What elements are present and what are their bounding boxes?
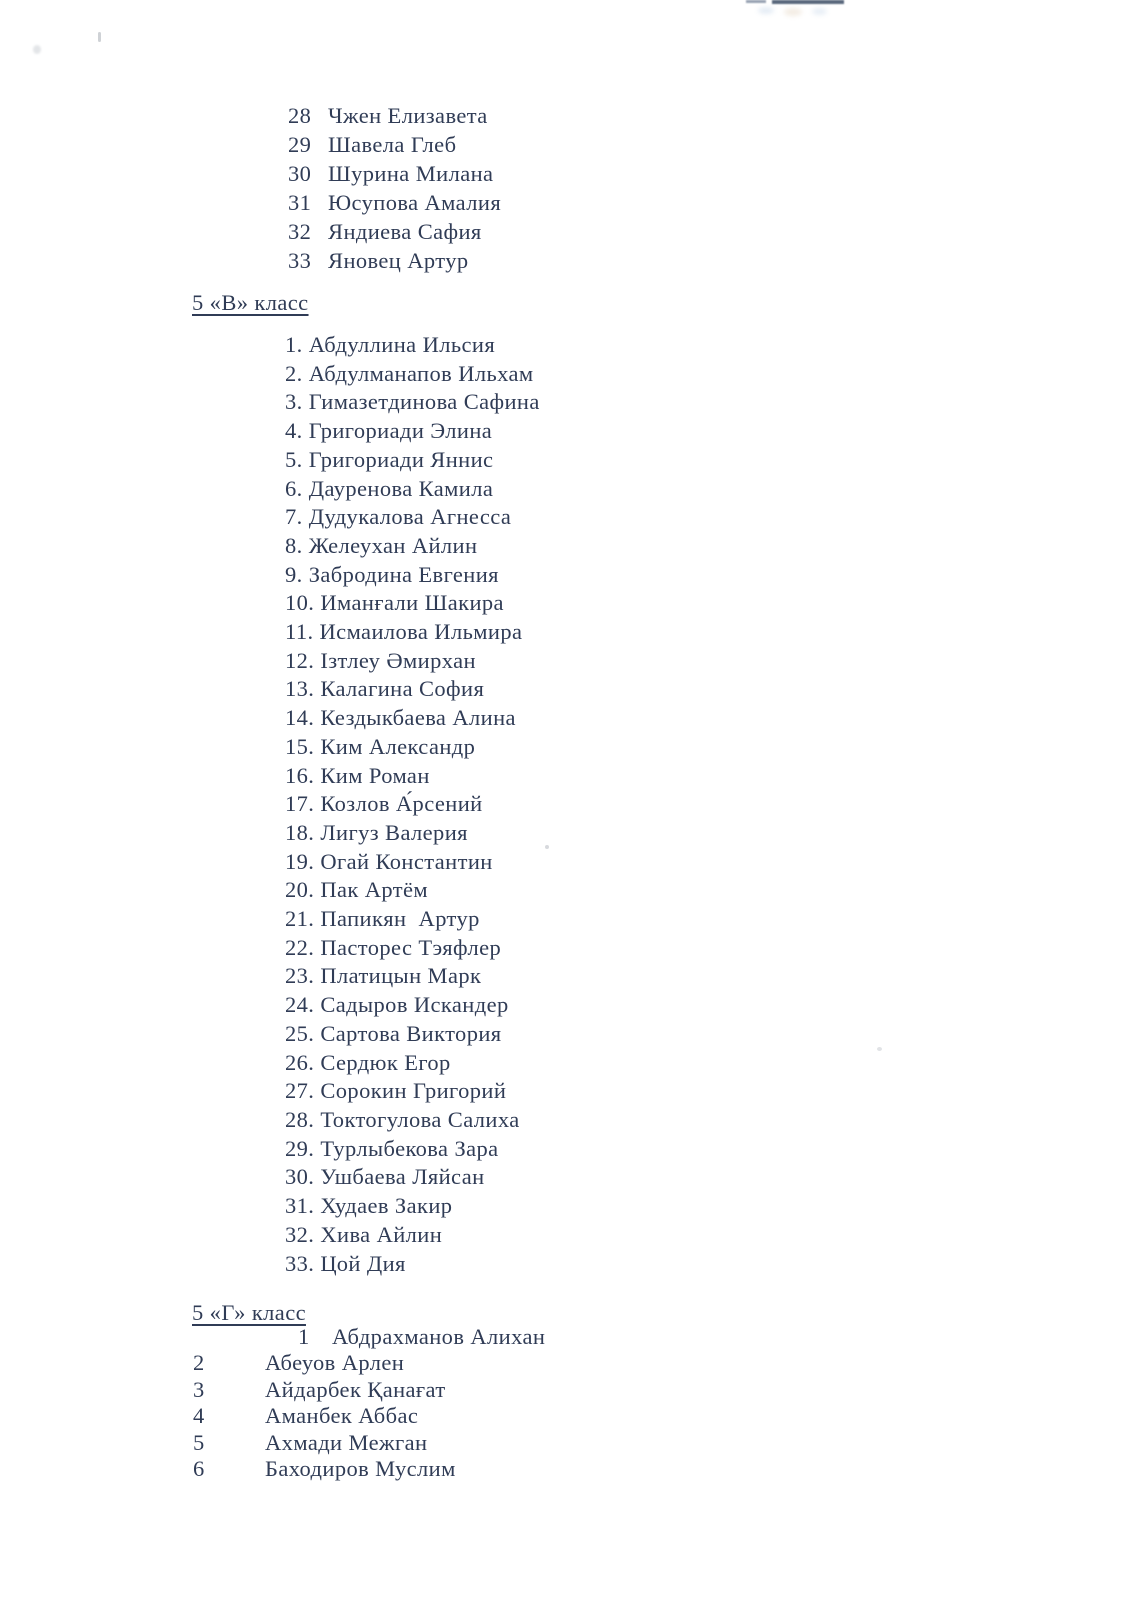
list-item (285, 618, 540, 647)
list-item-name: Хива Айлин (320, 1221, 443, 1247)
list-item-number: 24. (285, 992, 315, 1018)
list-item (288, 188, 501, 217)
list-item-name: Исмаилова Ильмира (319, 619, 523, 645)
list-item-number: 5 (193, 1429, 205, 1455)
list-item-name: Яндиева Сафия (328, 219, 482, 244)
list-item (193, 1403, 545, 1429)
list-item-name: Забродина Евгения (308, 561, 499, 587)
list-item-number: 30. (285, 1164, 315, 1190)
class-v-heading: 5 «В» класс (192, 290, 309, 315)
list-item-number: 13. (285, 676, 315, 702)
list-item-number: 18. (285, 819, 315, 845)
list-item-number: 8. (285, 532, 303, 558)
list-item-name: Айдарбек Қанағат (265, 1376, 446, 1402)
list-item-number: 28. (285, 1106, 315, 1132)
list-item (285, 675, 540, 704)
list-item-name: Юсупова Амалия (328, 190, 502, 215)
list-item-number: 32. (285, 1221, 315, 1247)
list-item-number: 33 (288, 248, 312, 273)
list-item-number: 1 (298, 1324, 310, 1349)
list-item-number: 6 (193, 1456, 205, 1482)
list-item (193, 1350, 545, 1376)
list-item-number: 30 (288, 161, 312, 186)
list-item-number: 28 (288, 103, 312, 128)
list-item-number: 12. (285, 647, 315, 673)
list-item-name: Баходиров Муслим (265, 1456, 456, 1482)
list-item (298, 1324, 545, 1350)
list-item-name: Желеухан Айлин (308, 532, 478, 558)
scan-artifact-top-edge (772, 0, 844, 4)
list-item-number: 6. (285, 475, 303, 501)
scan-smudge (784, 8, 802, 16)
list-item-number: 11. (285, 619, 314, 645)
list-item (285, 934, 540, 963)
list-item (193, 1430, 545, 1456)
list-item (193, 1377, 545, 1403)
list-item-name: Лигуз Валерия (320, 819, 468, 845)
list-item-name: Абдрахманов Алихан (332, 1324, 546, 1349)
list-item-name: Дудукалова Агнесса (308, 504, 512, 530)
class-g-heading: 5 «Г» класс (192, 1300, 306, 1325)
list-item (285, 733, 540, 762)
scan-smudge (812, 8, 827, 15)
list-item-name: Цой Дия (320, 1250, 406, 1276)
list-item-name: Шурина Милана (328, 161, 494, 186)
list-item (285, 417, 540, 446)
list-item (285, 1221, 540, 1250)
list-item-number: 27. (285, 1078, 315, 1104)
list-item (285, 848, 540, 877)
list-item-number: 10. (285, 590, 315, 616)
scan-speck (98, 32, 101, 42)
list-item-number: 15. (285, 733, 315, 759)
scan-speck (33, 45, 41, 54)
list-item-name: Шавела Глеб (328, 132, 457, 157)
list-item (285, 704, 540, 733)
scan-speck (545, 845, 549, 849)
list-item-name: Ким Роман (320, 762, 430, 788)
list-item-name: Сорокин Григорий (320, 1078, 507, 1104)
list-item (285, 475, 540, 504)
list-item-number: 3 (193, 1376, 205, 1402)
list-item (285, 331, 540, 360)
list-item-name: Кездыкбаева Алина (320, 705, 516, 731)
list-item-name: Токтогулова Салиха (320, 1106, 520, 1132)
list-item-number: 2 (193, 1350, 205, 1376)
list-item-name: Григориади Яннис (308, 446, 494, 472)
list-item-name: Ушбаева Ляйсан (320, 1164, 485, 1190)
list-item (193, 1456, 545, 1482)
list-item (285, 962, 540, 991)
list-item-number: 19. (285, 848, 315, 874)
scan-smudge (758, 7, 774, 14)
list-item (285, 446, 540, 475)
list-item-name: Дауренова Камила (308, 475, 494, 501)
list-item-name: Иманғали Шакира (320, 590, 504, 616)
list-item-name: Абеуов Арлен (265, 1350, 405, 1376)
list-item (285, 1135, 540, 1164)
list-item-name: Сердюк Егор (320, 1049, 451, 1075)
list-item-name: Чжен Елизавета (328, 103, 488, 128)
class-v-roster (285, 331, 540, 1278)
list-item-number: 16. (285, 762, 315, 788)
list-item-name: Пак Артём (320, 877, 429, 903)
list-item-name: Калагина София (320, 676, 485, 702)
list-item (285, 1250, 540, 1279)
list-item-name: Ким Александр (320, 733, 476, 759)
list-item (288, 101, 501, 130)
list-item (285, 561, 540, 590)
list-item (285, 905, 540, 934)
list-item (285, 991, 540, 1020)
list-item-name: Козлов А́рсений (320, 791, 483, 817)
list-item (285, 532, 540, 561)
list-item-name: Абдуллина Ильсия (308, 332, 496, 357)
scan-speck (877, 1047, 882, 1051)
list-item (285, 1077, 540, 1106)
list-item-number: 9. (285, 561, 303, 587)
scan-artifact-top-edge (746, 0, 766, 3)
list-item-number: 21. (285, 906, 315, 932)
list-item-number: 29. (285, 1135, 315, 1161)
list-item (285, 503, 540, 532)
list-item-number: 32 (288, 219, 312, 244)
list-item (285, 1106, 540, 1135)
list-item-number: 14. (285, 705, 315, 731)
list-item-name: Платицын Марк (320, 963, 482, 989)
list-item-name: Турлыбекова Зара (320, 1135, 499, 1161)
list-item-name: Садыров Искандер (320, 992, 509, 1018)
list-item-number: 25. (285, 1020, 315, 1046)
list-item-name: Яновец Артур (328, 248, 469, 273)
list-item (288, 246, 501, 275)
list-item (285, 360, 540, 389)
list-item-number: 2. (285, 360, 303, 386)
list-item-name: Сартова Виктория (320, 1020, 502, 1046)
list-item-number: 23. (285, 963, 315, 989)
list-item-number: 22. (285, 934, 315, 960)
list-item-name: Аманбек Аббас (265, 1403, 419, 1429)
list-item (285, 762, 540, 791)
list-item-number: 26. (285, 1049, 315, 1075)
list-item-name: Ізтлеу Әмирхан (320, 647, 476, 673)
list-item-name: Папикян Артур (320, 906, 480, 932)
list-item (285, 1020, 540, 1049)
list-item-name: Григориади Элина (308, 418, 493, 444)
list-item (285, 1192, 540, 1221)
list-item-number: 1. (285, 332, 303, 357)
list-item-number: 5. (285, 446, 303, 472)
list-item-number: 17. (285, 791, 315, 817)
list-item-number: 4 (193, 1403, 205, 1429)
list-item-name: Абдулманапов Ильхам (308, 360, 534, 386)
list-item (288, 217, 501, 246)
list-item (285, 1049, 540, 1078)
list-item-name: Гимазетдинова Сафина (308, 389, 540, 415)
list-item-number: 31. (285, 1193, 315, 1219)
list-item (285, 876, 540, 905)
list-item (285, 388, 540, 417)
list-item-number: 29 (288, 132, 312, 157)
list-item (285, 1163, 540, 1192)
list-item-number: 31 (288, 190, 312, 215)
list-item-name: Худаев Закир (320, 1193, 453, 1219)
list-item-name: Ахмади Межган (265, 1429, 428, 1455)
list-item-number: 20. (285, 877, 315, 903)
list-item (285, 790, 540, 819)
class-g-roster (193, 1324, 545, 1482)
list-item-number: 3. (285, 389, 303, 415)
list-item (285, 647, 540, 676)
list-item-name: Пасторес Тэяфлер (320, 934, 502, 960)
list-item (285, 819, 540, 848)
previous-class-roster-tail (288, 101, 501, 275)
list-item-number: 7. (285, 504, 303, 530)
list-item (288, 159, 501, 188)
list-item-name: Огай Константин (320, 848, 493, 874)
list-item-number: 4. (285, 418, 303, 444)
list-item (285, 589, 540, 618)
list-item (288, 130, 501, 159)
list-item-number: 33. (285, 1250, 315, 1276)
